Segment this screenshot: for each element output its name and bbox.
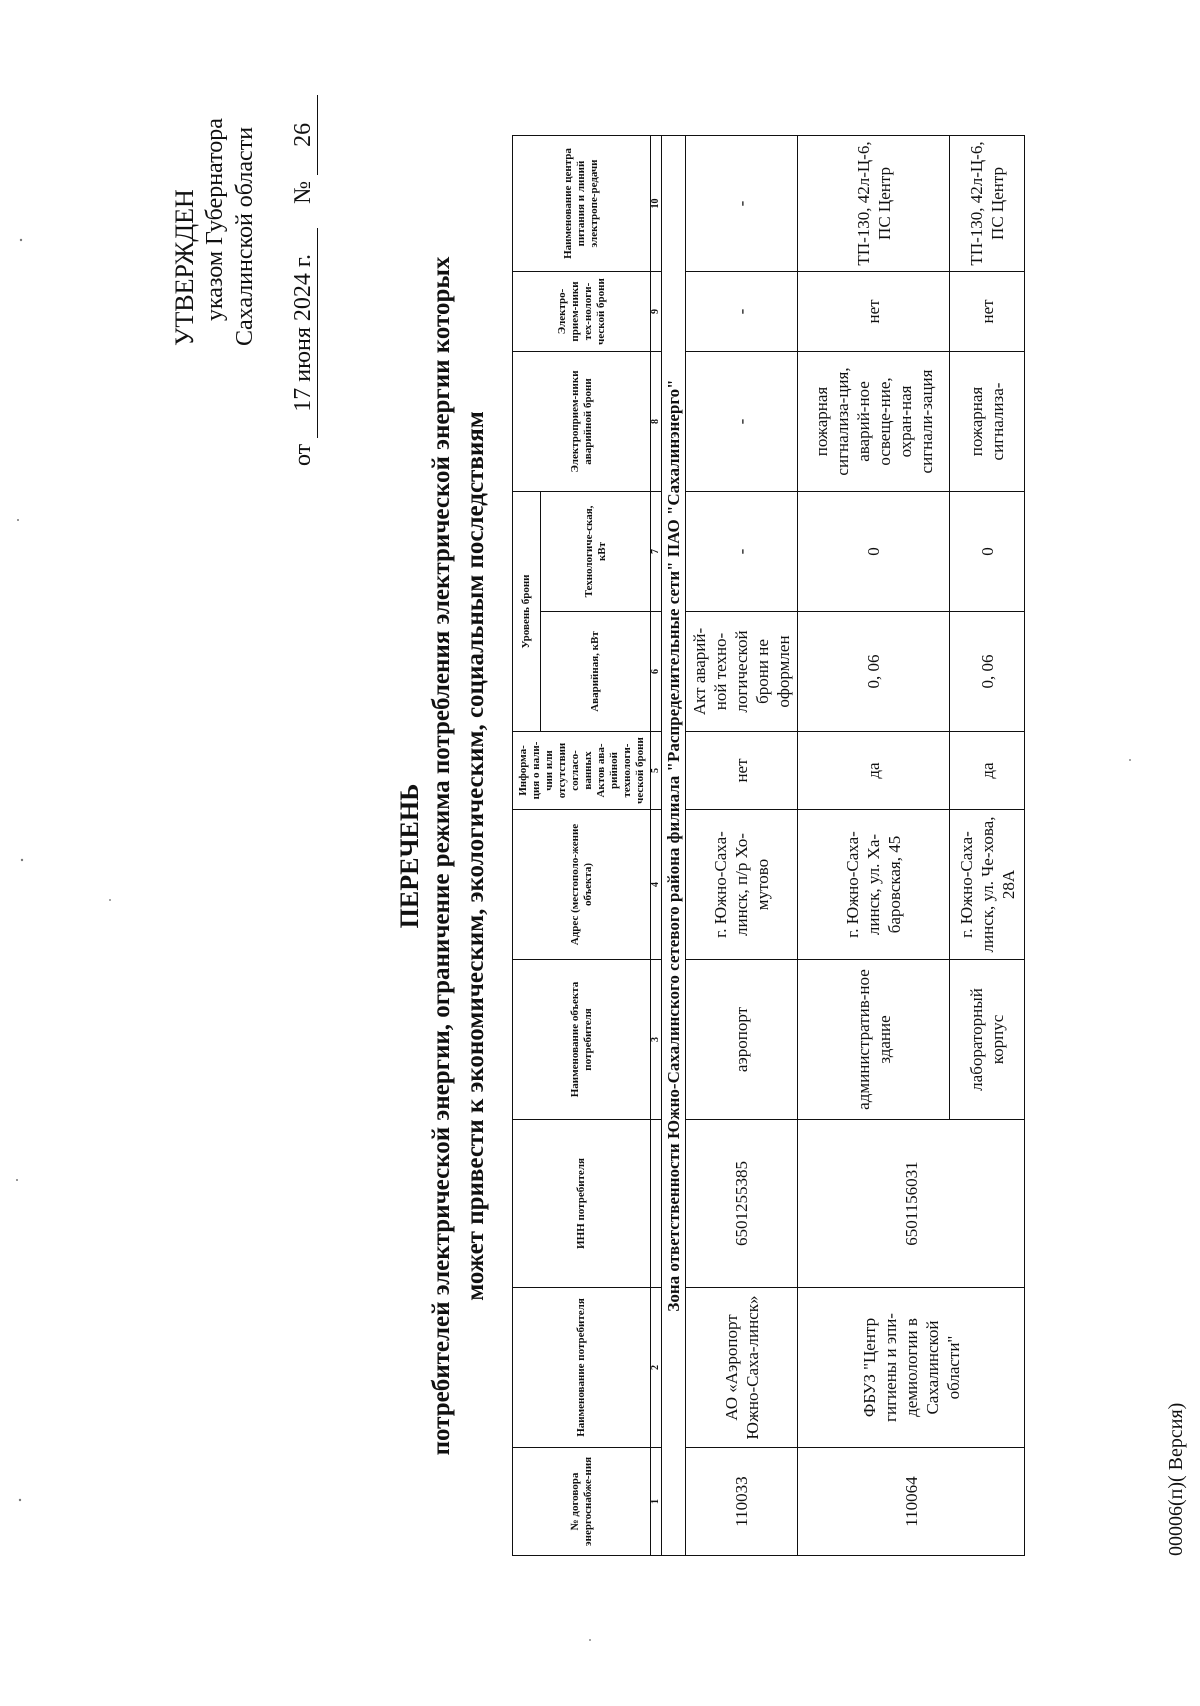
cell-info: да [950,732,1025,810]
cell-technological: - [686,491,798,611]
header-technological: Технологиче-ская, кВт [541,491,651,611]
cell-tech-receivers: нет [798,271,950,351]
table-row [798,135,950,1555]
column-number [651,1120,662,1288]
document-subtitle-line-1: потребителей электрической энергии, ограничение режима потребления электрической энергии которых [428,256,455,1456]
cell-address: г. Южно-Саха-линск, п/р Хо-мутово [686,810,798,960]
column-number: 7 [651,491,662,611]
document-subtitle-line-2: может привести к экономическим, экологическим, социальным последствиям [462,411,489,1301]
cell-object: лабораторный корпус [950,960,1025,1120]
approval-line-1: указом Губернатора [202,118,228,321]
header-power-center: Наименование центра питания и линий электропе-редачи [513,135,651,271]
approval-stamp [170,36,260,366]
header-reserve-level: Уровень брони [513,491,541,731]
header-inn: ИНН потребителя [513,1120,651,1288]
cell-address: г. Южно-Саха-линск, ул. Ха-баровская, 45 [798,810,950,960]
decree-date: 17 июня 2024 г. [290,228,318,438]
header-contract: № договора энергоснабже-ния [513,1448,651,1556]
cell-emergency: 0, 06 [798,612,950,732]
cell-emergency: Акт аварий-ной техно-логической брони не оформлен [686,612,798,732]
cell-consumer: ФБУЗ "Центр гигиены и эпи-демиологии в Сахалинской области" [798,1288,1025,1448]
rotated-document-content [0,6,1200,1706]
cell-technological: 0 [950,491,1025,611]
column-number: 1 [651,1448,662,1556]
cell-power-center: ТП-130, 42л-Ц-6, ПС Центр [950,135,1025,271]
column-number: 2 [651,1288,662,1448]
cell-contract: 110033 [686,1448,798,1556]
decree-date-row [290,6,318,466]
decree-number: 26 [290,95,318,175]
header-consumer: Наименование потребителя [513,1288,651,1448]
table-row [686,135,798,1555]
zone-row [662,135,686,1555]
cell-power-center: - [686,135,798,271]
cell-inn: 6501255385 [686,1120,798,1288]
cell-inn: 6501156031 [798,1120,1025,1288]
consumers-table [512,135,1025,1556]
column-number: 3 [651,960,662,1120]
cell-consumer: АО «Аэропорт Южно-Саха-линск» [686,1288,798,1448]
header-emergency: Аварийная, кВт [541,612,651,732]
cell-address: г. Южно-Саха-линск, ул. Че-хова, 28А [950,810,1025,960]
zone-label: Зона ответственности Южно-Сахалинского сетевого района филиала "Распределительные сети" ПАО "Сахалинэнерго" [662,135,686,1555]
cell-emergency: 0, 06 [950,612,1025,732]
column-number: 8 [651,351,662,491]
cell-info: нет [686,732,798,810]
cell-contract: 110064 [798,1448,1025,1556]
cell-emergency-receivers: пожарная сигнализа-ция, аварий-ное освеще-ние, охран-ная сигнали-зация [798,351,950,491]
cell-emergency-receivers: - [686,351,798,491]
cell-tech-receivers: нет [950,271,1025,351]
column-number: 6 [651,612,662,732]
column-number: 5 [651,732,662,810]
approval-heading: УТВЕРЖДЕН [170,189,199,346]
header-info: Информа-ция о нали-чии или отсутствии согласо-ванных Актов ава-рийной технологи-ческой брони [513,732,651,810]
cell-power-center: ТП-130, 42л-Ц-6, ПС Центр [798,135,950,271]
cell-object: административ-ное здание [798,960,950,1120]
cell-info: да [798,732,950,810]
column-number: 10 [651,135,662,271]
cell-emergency-receivers: пожарная сигнализа- [950,351,1025,491]
header-emergency-receivers: Электроприем-ники аварийной брони [513,351,651,491]
header-address: Адрес (местополо-жение объекта) [513,810,651,960]
approval-line-2: Сахалинской области [232,126,258,346]
cell-object: аэропорт [686,960,798,1120]
footer-version: 00006(п)( Версия) [1165,1402,1187,1556]
column-number: 9 [651,271,662,351]
header-tech-receivers: Электро-прием-ники тех-нологи-ческой брони [513,271,651,351]
header-object: Наименование объекта потребителя [513,960,651,1120]
document-title: ПЕРЕЧЕНЬ [395,783,424,929]
from-label: от [290,443,316,466]
number-label: № [290,180,316,204]
cell-technological: 0 [798,491,950,611]
header-row-1 [513,135,541,1555]
column-number: 4 [651,810,662,960]
cell-tech-receivers: - [686,271,798,351]
column-number-row [651,135,662,1555]
